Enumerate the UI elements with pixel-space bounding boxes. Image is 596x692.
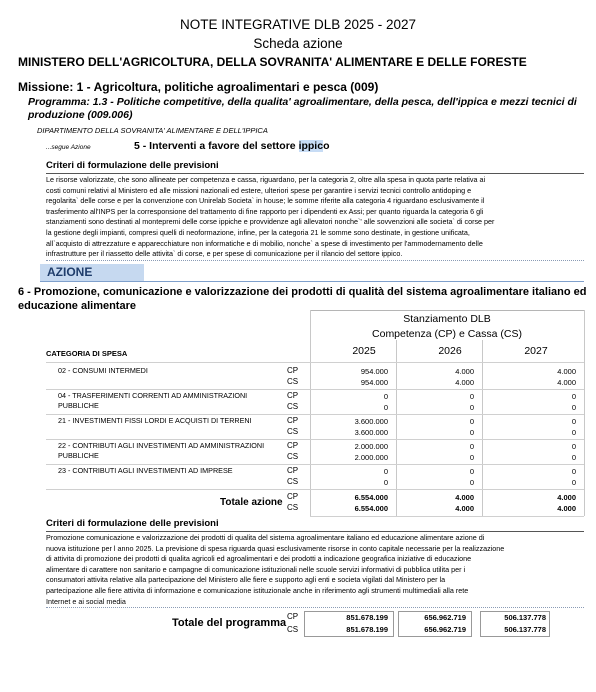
criteri2-line: Promozione comunicazione e valorizzazione dei prodotti di qualita del sistema agroalimentare italiano ed educazione alimentare azione di <box>46 533 485 542</box>
criteri1-line: la gestione degli impianti, compresi quelli di neoformazione, infine, per la categoria 21 le somme sono destinate, in gestione unificata, <box>46 227 470 237</box>
table-cell-total: 6.554.000 <box>354 493 388 502</box>
azione-label: AZIONE <box>40 264 144 281</box>
table-cell-total: 4.000 <box>455 504 474 513</box>
totale-programma-label: Totale del programma <box>172 617 287 629</box>
table-cell: 954.000 <box>360 367 388 376</box>
azione-divider <box>40 281 584 282</box>
table-cell-total: 4.000 <box>557 504 576 513</box>
table-cell: 4.000 <box>557 378 576 387</box>
table-cell: 954.000 <box>360 378 388 387</box>
cp-label: CP <box>287 492 299 501</box>
programma-cell: 851.678.199 <box>346 613 388 622</box>
dipartimento-label: DIPARTIMENTO DELLA SOVRANITA' ALIMENTARE E DELL'IPPICA <box>37 126 268 135</box>
table-cell: 3.600.000 <box>354 428 388 437</box>
criteri2-line: Internet e ai social media <box>46 596 126 606</box>
cp-label: CP <box>287 612 299 621</box>
criteri-title-2: Criteri di formulazione delle previsioni <box>46 518 219 529</box>
table-cell: 0 <box>469 417 474 426</box>
criteri1-line: Le risorse valorizzate, che sono allineate per competenza e cassa, riguardano, per la categoria 2, oltre alla spesa in quota parte relativa ai <box>46 175 486 184</box>
table-cell: 0 <box>571 417 576 426</box>
programma-cell: 506.137.778 <box>504 613 546 622</box>
table-cell: 0 <box>571 392 576 401</box>
table-cell-total: 4.000 <box>557 493 576 502</box>
table-cell: 0 <box>383 478 388 487</box>
azione-title: 6 - Promozione, comunicazione e valorizzazione dei prodotti di qualità del sistema agroalimentare italiano ed educazione alimentare <box>18 286 587 312</box>
table-cell: 0 <box>469 442 474 451</box>
programma-cell: 851.678.199 <box>346 625 388 634</box>
stanziamento-line1: Stanziamento DLB <box>403 313 491 325</box>
cs-label: CS <box>287 427 299 436</box>
criteri1-line: trasferimento all'INPS per la corresponsione del trattamento di fine rapporto per i dipendenti ex Assi; per quanto riguarda la categoria 6 gli <box>46 206 484 216</box>
table-row-label: 23 - CONTRIBUTI AGLI INVESTIMENTI AD IMPRESE <box>58 466 233 475</box>
programma-cell: 656.962.719 <box>424 625 466 634</box>
criteri2-line: di attivita di promozione dei prodotti di qualita agricoli ed agroalimentari e dei prodotti a indicazione geografica iniziative di educazione <box>46 554 472 564</box>
table-cell: 4.000 <box>455 378 474 387</box>
criteri2-line: alimentare di carattere non sanitario e campagne di comunicazione istituzionali nelle scuole servizi informativi di pubblica utilita per i <box>46 564 466 574</box>
table-cell: 0 <box>571 428 576 437</box>
table-cell: 2.000.000 <box>354 442 388 451</box>
grid-line <box>46 389 584 390</box>
criteri-text-1 <box>46 173 584 261</box>
table-cell: 0 <box>469 467 474 476</box>
table-row-label: 02 - CONSUMI INTERMEDI <box>58 366 148 375</box>
ministry-name: MINISTERO DELL'AGRICOLTURA, DELLA SOVRANITA' ALIMENTARE E DELLE FORESTE <box>18 55 527 69</box>
grid-line <box>46 489 584 490</box>
table-row-label: 04 - TRASFERIMENTI CORRENTI AD AMMINISTRAZIONI PUBBLICHE <box>58 391 248 410</box>
table-cell: 0 <box>469 428 474 437</box>
criteri1-line: stanziamenti sono destinati al montepremi delle corse ippiche e provvidenze agli allevatori nonche`' alle sovvenzioni alle societa` di corse per <box>46 217 495 227</box>
year-header-2027: 2027 <box>524 345 548 357</box>
cs-label: CS <box>287 625 299 634</box>
table-cell: 0 <box>469 478 474 487</box>
table-row-label: 22 - CONTRIBUTI AGLI INVESTIMENTI AD AMMINISTRAZIONI PUBBLICHE <box>58 441 265 460</box>
cs-label: CS <box>287 503 299 512</box>
criteri2-line: nuova istituzione per l anno 2025. La previsione di spesa riguarda quasi esclusivamente risorse in conto capitale necessarie per la realizzazione <box>46 543 505 553</box>
grid-line <box>310 516 584 517</box>
document-title: NOTE INTEGRATIVE DLB 2025 - 2027 <box>179 17 417 32</box>
grid-line <box>584 310 585 516</box>
year-header-2025: 2025 <box>352 345 376 357</box>
table-cell: 0 <box>383 392 388 401</box>
cs-label: CS <box>287 477 299 486</box>
cp-label: CP <box>287 391 299 400</box>
segue-azione-label: ...segue Azione <box>46 144 91 151</box>
intervento-highlight: ippic <box>298 140 324 152</box>
year-header-2026: 2026 <box>438 345 462 357</box>
programma-heading: Programma: 1.3 - Politiche competitive, della qualita' agroalimentare, della pesca, dell'ippica e mezzi tecnici di produzione (009.006) <box>28 96 577 121</box>
table-cell: 0 <box>469 453 474 462</box>
cp-label: CP <box>287 466 299 475</box>
criteri1-line: infrastrutture per il riassetto delle attivita` di corse, e per spese di comunicazione per il rilancio del settore ippico. <box>46 249 403 259</box>
criteri2-line: consumatori attivita relative alla partecipazione del Ministero alle fiere e supporto agli enti e societa vigilati dal Ministero per la <box>46 575 446 585</box>
table-cell: 0 <box>383 467 388 476</box>
table-cell-total: 6.554.000 <box>354 504 388 513</box>
table-cell: 2.000.000 <box>354 453 388 462</box>
missione-heading: Missione: 1 - Agricoltura, politiche agroalimentari e pesca (009) <box>18 80 379 94</box>
criteri1-line: regolarita` delle corse e per la convenzione con Unirelab Societa` in house; le somme riferite alla categoria 4 riguardano esclusivamente il <box>46 196 485 206</box>
grid-line <box>46 464 584 465</box>
table-cell: 0 <box>469 403 474 412</box>
cs-label: CS <box>287 377 299 386</box>
cs-label: CS <box>287 402 299 411</box>
intervento-suffix: o <box>323 140 330 152</box>
criteri1-line: costi comuni relativi al Ministero ed alle missioni nazionali ed estere, ulteriori spese per garantire i servizi tecnici controllo antidoping e <box>46 185 472 195</box>
programma-cell: 656.962.719 <box>424 613 466 622</box>
table-row-label: 21 - INVESTIMENTI FISSI LORDI E ACQUISTI DI TERRENI <box>58 416 252 425</box>
stanziamento-line2: Competenza (CP) e Cassa (CS) <box>372 328 522 340</box>
table-cell: 0 <box>571 478 576 487</box>
criteri2-line: partecipazione alle fiere attivita di informazione e comunicazione istituzionale anche in riferimento agli strumenti multimediali alla rete <box>46 585 469 595</box>
table-cell: 0 <box>571 403 576 412</box>
intervento-prefix: 5 - Interventi a favore del settore <box>134 140 299 152</box>
cp-label: CP <box>287 366 299 375</box>
stanziamento-header <box>310 310 584 340</box>
table-cell: 4.000 <box>557 367 576 376</box>
cp-label: CP <box>287 416 299 425</box>
totale-azione-label: Totale azione <box>220 497 283 508</box>
cs-label: CS <box>287 452 299 461</box>
programma-cell: 506.137.778 <box>504 625 546 634</box>
cp-label: CP <box>287 441 299 450</box>
table-cell: 0 <box>571 467 576 476</box>
table-cell: 3.600.000 <box>354 417 388 426</box>
table-cell: 0 <box>571 453 576 462</box>
document-subtitle: Scheda azione <box>253 36 343 51</box>
table-cell-total: 4.000 <box>455 493 474 502</box>
criteri-text-2 <box>46 531 584 608</box>
table-cell: 0 <box>383 403 388 412</box>
grid-line <box>46 439 584 440</box>
criteri1-line: all`acquisto di attrezzature e apparecchiature non informatiche e di mobilio, nonche` a spese di investimento per l'ammodernamento delle <box>46 238 483 248</box>
grid-line <box>46 414 584 415</box>
table-cell: 0 <box>469 392 474 401</box>
grid-line <box>46 362 584 363</box>
table-cell: 4.000 <box>455 367 474 376</box>
criteri-title-1: Criteri di formulazione delle previsioni <box>46 160 219 171</box>
intervento-heading <box>134 140 330 152</box>
category-header: CATEGORIA DI SPESA <box>46 349 128 358</box>
table-cell: 0 <box>571 442 576 451</box>
